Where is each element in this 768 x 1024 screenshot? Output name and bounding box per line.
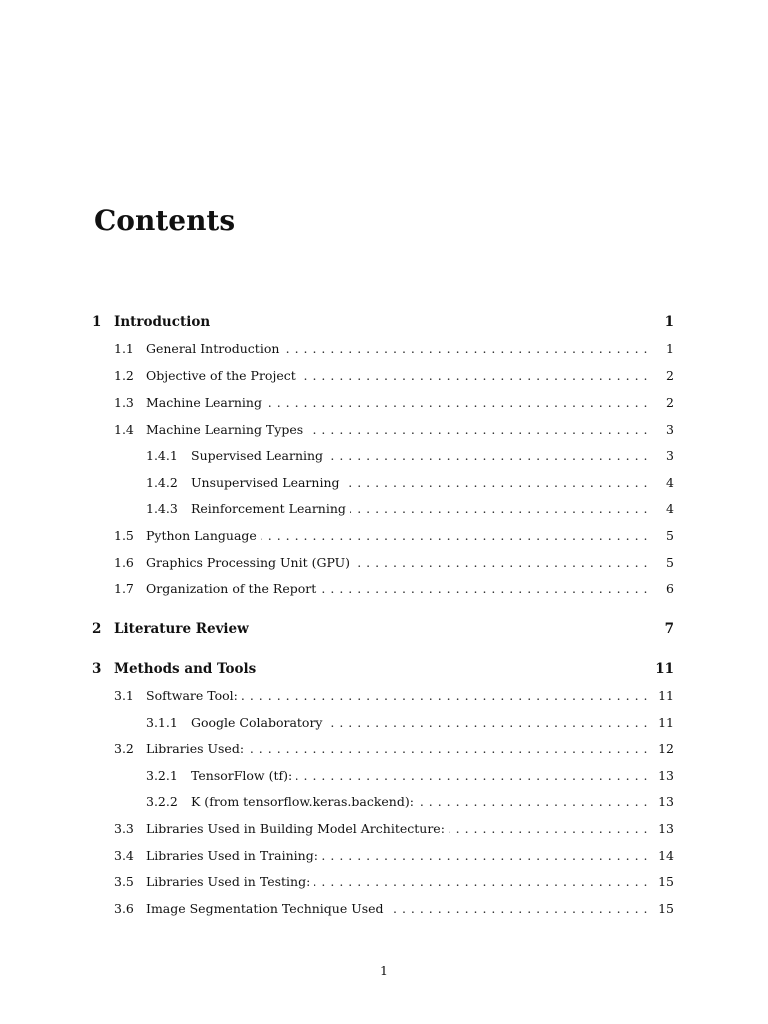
toc-entry-title: Methods and Tools <box>114 661 257 677</box>
toc-entry-page: 4 <box>666 475 674 490</box>
toc-entry-number: 1.7 <box>114 581 134 596</box>
toc-entry-section[interactable] <box>0 846 768 866</box>
toc-entry-number: 1.5 <box>114 528 134 543</box>
toc-entry-page: 4 <box>666 501 674 516</box>
toc-entry-title: Google Colaboratory <box>191 713 327 733</box>
toc-entry-page: 11 <box>658 715 674 730</box>
toc-entry-title: Image Segmentation Technique Used <box>146 899 388 919</box>
toc-entry-section[interactable] <box>0 526 768 546</box>
toc-entry-number: 3 <box>92 661 102 677</box>
toc-entry-subsection[interactable] <box>0 499 768 519</box>
toc-entry-page: 1 <box>666 341 674 356</box>
toc-entry-page: 3 <box>666 448 674 463</box>
toc-entry-page: 11 <box>655 661 674 677</box>
toc-entry-title: Objective of the Project <box>146 366 300 386</box>
toc-entry-page: 5 <box>666 528 674 543</box>
toc-entry-page: 2 <box>666 368 674 383</box>
toc-entry-title: Reinforcement Learning <box>191 499 350 519</box>
toc-entry-section[interactable] <box>0 393 768 413</box>
toc-entry-page: 15 <box>658 874 674 889</box>
toc-entry-number: 3.5 <box>114 874 134 889</box>
toc-entry-section[interactable] <box>0 899 768 919</box>
toc-entry-title: K (from tensorflow.keras.backend): <box>191 792 418 812</box>
toc-entry-chapter[interactable] <box>0 619 768 639</box>
toc-entry-number: 3.2.1 <box>146 768 178 783</box>
toc-entry-page: 3 <box>666 422 674 437</box>
toc-entry-number: 1.4.3 <box>146 501 178 516</box>
toc-entry-number: 3.1 <box>114 688 134 703</box>
toc-entry-chapter[interactable] <box>0 312 768 332</box>
toc-entry-number: 1.4 <box>114 422 134 437</box>
toc-entry-title: Organization of the Report <box>146 579 320 599</box>
toc-entry-number: 3.3 <box>114 821 134 836</box>
toc-entry-page: 12 <box>658 741 674 756</box>
toc-entry-number: 1.3 <box>114 395 134 410</box>
toc-entry-subsection[interactable] <box>0 792 768 812</box>
toc-entry-subsection[interactable] <box>0 713 768 733</box>
toc-entry-number: 2 <box>92 621 102 637</box>
toc-entry-chapter[interactable] <box>0 659 768 679</box>
toc-entry-section[interactable] <box>0 420 768 440</box>
toc-entry-number: 1.6 <box>114 555 134 570</box>
toc-entry-section[interactable] <box>0 819 768 839</box>
toc-entry-number: 1.4.1 <box>146 448 178 463</box>
toc-entry-title: Machine Learning Types <box>146 420 307 440</box>
toc-entry-title: General Introduction <box>146 339 283 359</box>
toc-entry-subsection[interactable] <box>0 446 768 466</box>
toc-entry-subsection[interactable] <box>0 766 768 786</box>
toc-entry-page: 6 <box>666 581 674 596</box>
toc-entry-number: 1.2 <box>114 368 134 383</box>
toc-entry-subsection[interactable] <box>0 473 768 493</box>
toc-entry-number: 3.4 <box>114 848 134 863</box>
toc-entry-title: Machine Learning <box>146 393 266 413</box>
toc-entry-title: Software Tool: <box>146 686 242 706</box>
toc-entry-section[interactable] <box>0 739 768 759</box>
toc-entry-title: Libraries Used in Testing: <box>146 872 314 892</box>
toc-entry-page: 15 <box>658 901 674 916</box>
toc-entry-number: 3.2.2 <box>146 794 178 809</box>
toc-entry-number: 1.4.2 <box>146 475 178 490</box>
toc-entry-section[interactable] <box>0 553 768 573</box>
toc-entry-page: 1 <box>664 314 674 330</box>
footer-page-number: 1 <box>380 963 388 978</box>
toc-entry-page: 14 <box>658 848 674 863</box>
toc-entry-page: 7 <box>664 621 674 637</box>
toc-entry-section[interactable] <box>0 339 768 359</box>
toc-entry-section[interactable] <box>0 686 768 706</box>
toc-entry-page: 13 <box>658 794 674 809</box>
toc-entry-title: Libraries Used in Training: <box>146 846 322 866</box>
toc-entry-title: Unsupervised Learning <box>191 473 344 493</box>
toc-entry-section[interactable] <box>0 872 768 892</box>
toc-entry-number: 3.2 <box>114 741 134 756</box>
toc-entry-number: 1 <box>92 314 102 330</box>
toc-entry-title: Libraries Used: <box>146 739 248 759</box>
toc-entry-title: Literature Review <box>114 621 249 637</box>
page-title: Contents <box>94 204 236 237</box>
toc-entry-page: 13 <box>658 768 674 783</box>
toc-entry-page: 2 <box>666 395 674 410</box>
toc-entry-page: 5 <box>666 555 674 570</box>
toc-entry-number: 1.1 <box>114 341 134 356</box>
toc-entry-page: 11 <box>658 688 674 703</box>
toc-entry-title: Graphics Processing Unit (GPU) <box>146 553 354 573</box>
toc-entry-title: Supervised Learning <box>191 446 327 466</box>
toc-entry-page: 13 <box>658 821 674 836</box>
toc-entry-number: 3.6 <box>114 901 134 916</box>
toc-entry-title: Libraries Used in Building Model Architecture: <box>146 819 449 839</box>
toc-entry-section[interactable] <box>0 366 768 386</box>
toc-entry-section[interactable] <box>0 579 768 599</box>
toc-entry-title: Python Language <box>146 526 261 546</box>
toc-entry-title: TensorFlow (tf): <box>191 766 296 786</box>
toc-entry-number: 3.1.1 <box>146 715 178 730</box>
toc-entry-title: Introduction <box>114 314 211 330</box>
